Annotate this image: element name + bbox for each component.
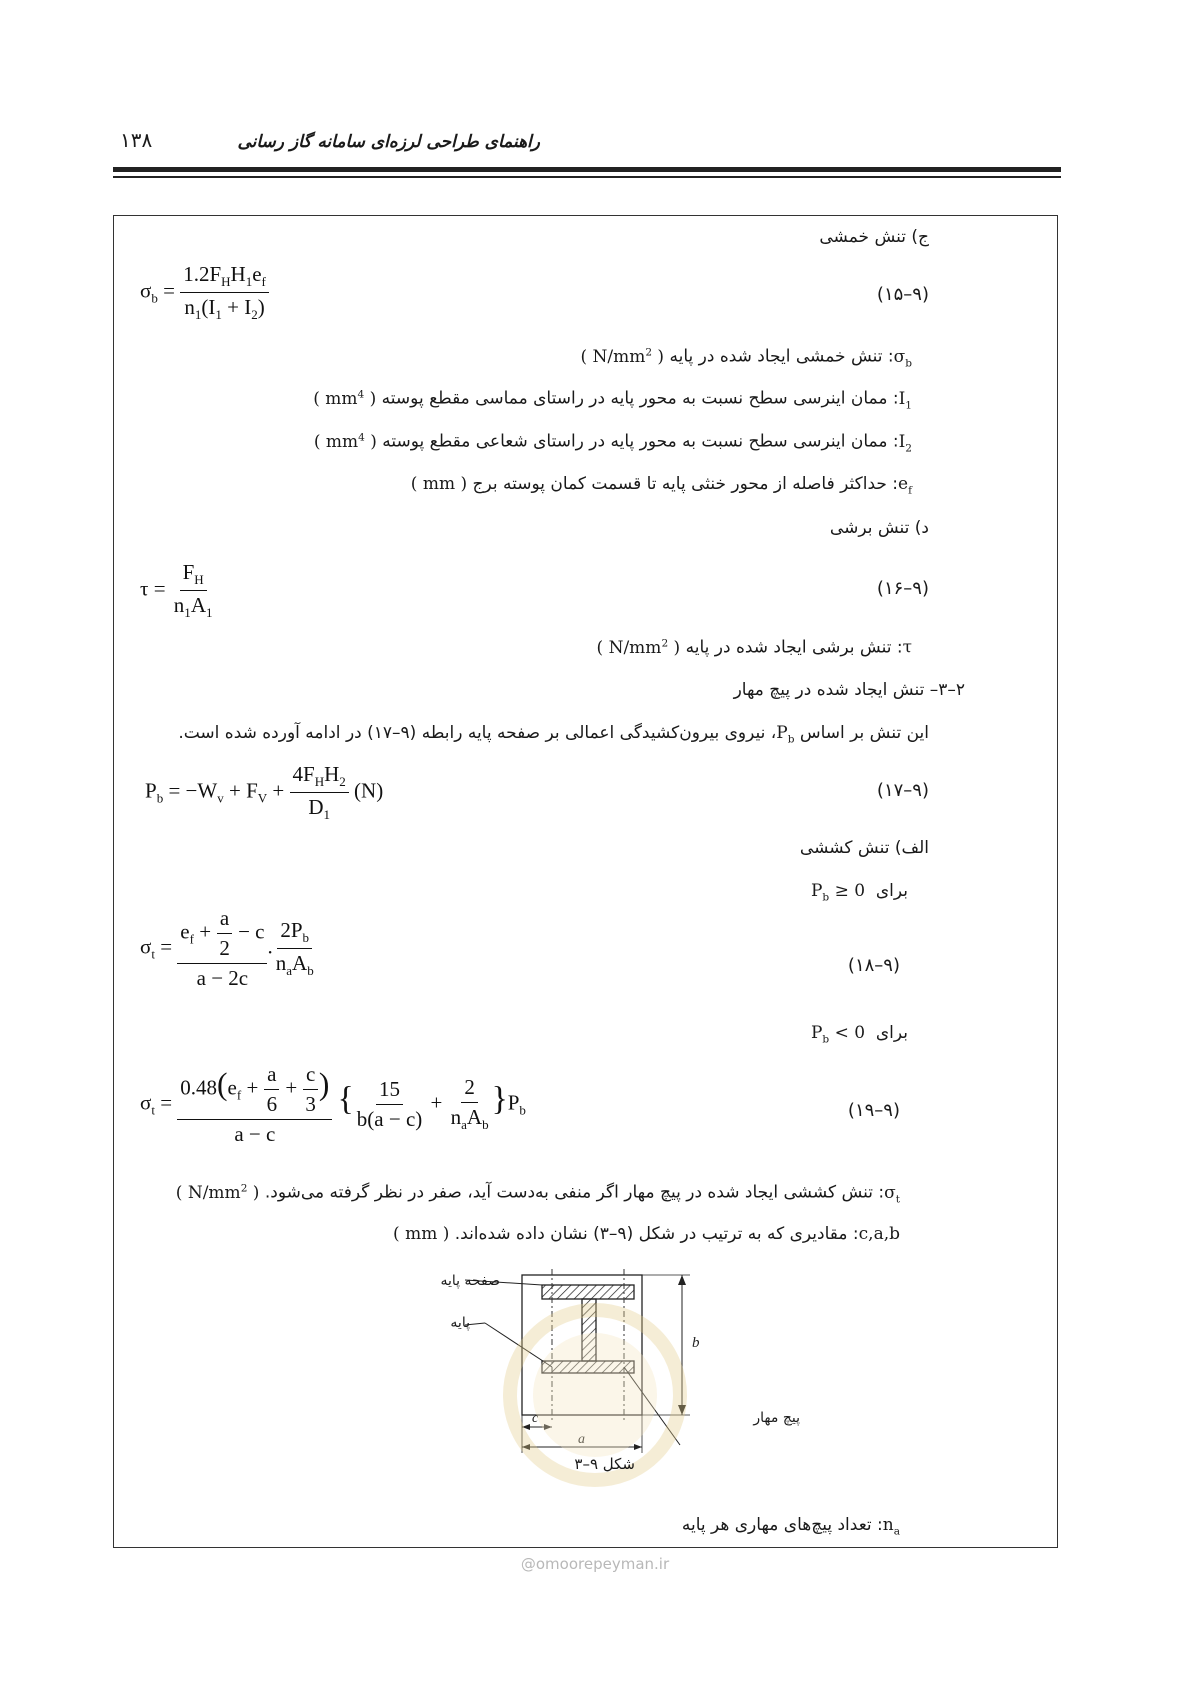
- dim-c-label: c: [532, 1411, 539, 1426]
- equation-17: $P_b = -W_v + F_V$ + $\frac{4F_HH_2}{D_1}$ (N): [145, 762, 384, 823]
- page-number: ۱۳۸: [120, 128, 153, 152]
- equation-19: $\sigma_t$ = $0.48(e_f$ + $\frac{a}{6}$ + $\frac{c}{3}$ ) a − c { $\frac{15}{b(a - c)}$ + $\frac{2}{n_aA_b}$ }$P_b$: [140, 1062, 526, 1146]
- figure-caption: شکل ۹–۳: [574, 1455, 635, 1473]
- def-ef: $e_f$: حداکثر فاصله از محور خنثی پایه تا قسمت کمان پوسته برج ( mm ): [410, 474, 912, 497]
- equation-16: τ = $\frac{F_H}{n_1A_1}$: [140, 560, 213, 621]
- condition-pb-negative: برای $P_b < 0$: [810, 1023, 908, 1046]
- def-I2: $I_2$: ممان اینرسی سطح نسبت به محور پایه در راستای شعاعی مقطع پوسته ( $mm^4$ ): [313, 431, 912, 455]
- running-header-title: راهنمای طراحی لرزه‌ای سامانه گاز رسانی: [237, 132, 540, 152]
- label-base-plate: صفحه پایه: [440, 1273, 500, 1289]
- figure-9-3: [380, 1255, 820, 1535]
- equation-number-15: (۹–۱۵): [876, 284, 929, 305]
- condition-pb-nonnegative: برای $P_b \ge 0$: [810, 881, 908, 904]
- heading-anchor-bolt-stress: ۲–۳– تنش ایجاد شده در پیچ مهار: [733, 680, 965, 700]
- label-anchor-bolt: پیچ مهار: [753, 1410, 800, 1426]
- header-rule-thin: [113, 176, 1061, 178]
- heading-tensile-stress: الف) تنش کششی: [799, 838, 929, 858]
- site-watermark: @omoorepeyman.ir: [520, 1555, 670, 1573]
- equation-number-17: (۹–۱۷): [876, 780, 929, 801]
- header-rule-thick: [113, 167, 1061, 172]
- def-c-a-b: c,a,b: مقادیری که به ترتیب در شکل (۹–۳) نشان داده شده‌اند. ( mm ): [393, 1224, 900, 1244]
- equation-number-16: (۹–۱۶): [876, 578, 929, 599]
- dim-a-label: a: [578, 1432, 585, 1447]
- def-sigma-t: $\sigma_t$: تنش کششی ایجاد شده در پیچ مهار اگر منفی به‌دست آید، صفر در نظر گرفته می‌شود. ( $N/mm^2$ ): [175, 1182, 900, 1206]
- dim-b-label: b: [692, 1335, 700, 1351]
- label-leg: پایه: [450, 1315, 470, 1331]
- paragraph-uplift-force: این تنش بر اساس $P_b،$ نیروی بیرون‌کشیدگی اعمالی بر صفحه پایه رابطه (۹–۱۷) در ادامه آورده شده است.: [178, 723, 929, 746]
- def-na: $n_a$: تعداد پیچ‌های مهاری هر پایه: [681, 1515, 900, 1538]
- anchor-bolt-diagram: [380, 1255, 820, 1535]
- equation-18: $\sigma_t$ = $e_f$ + $\frac{a}{2}$ − c a − 2c . $\frac{2P_b}{n_aA_b}$: [140, 906, 314, 990]
- equation-number-19: (۹–۱۹): [847, 1100, 900, 1121]
- def-I1: $I_1$: ممان اینرسی سطح نسبت به محور پایه در راستای مماسی مقطع پوسته ( $mm^4$ ): [313, 388, 912, 412]
- heading-bending-stress: ج) تنش خمشی: [819, 227, 929, 247]
- equation-number-18: (۹–۱۸): [847, 955, 900, 976]
- def-sigma-b: $\sigma_b$: تنش خمشی ایجاد شده در پایه ( $N/mm^2$ ): [580, 346, 912, 370]
- def-tau: τ: تنش برشی ایجاد شده در پایه ( $N/mm^2$ ): [596, 637, 912, 658]
- equation-15: $\sigma_b$ = $\frac{1.2F_HH_1e_f}{n_1(I_1 + I_2)}$: [140, 262, 269, 323]
- heading-shear-stress: د) تنش برشی: [829, 518, 929, 538]
